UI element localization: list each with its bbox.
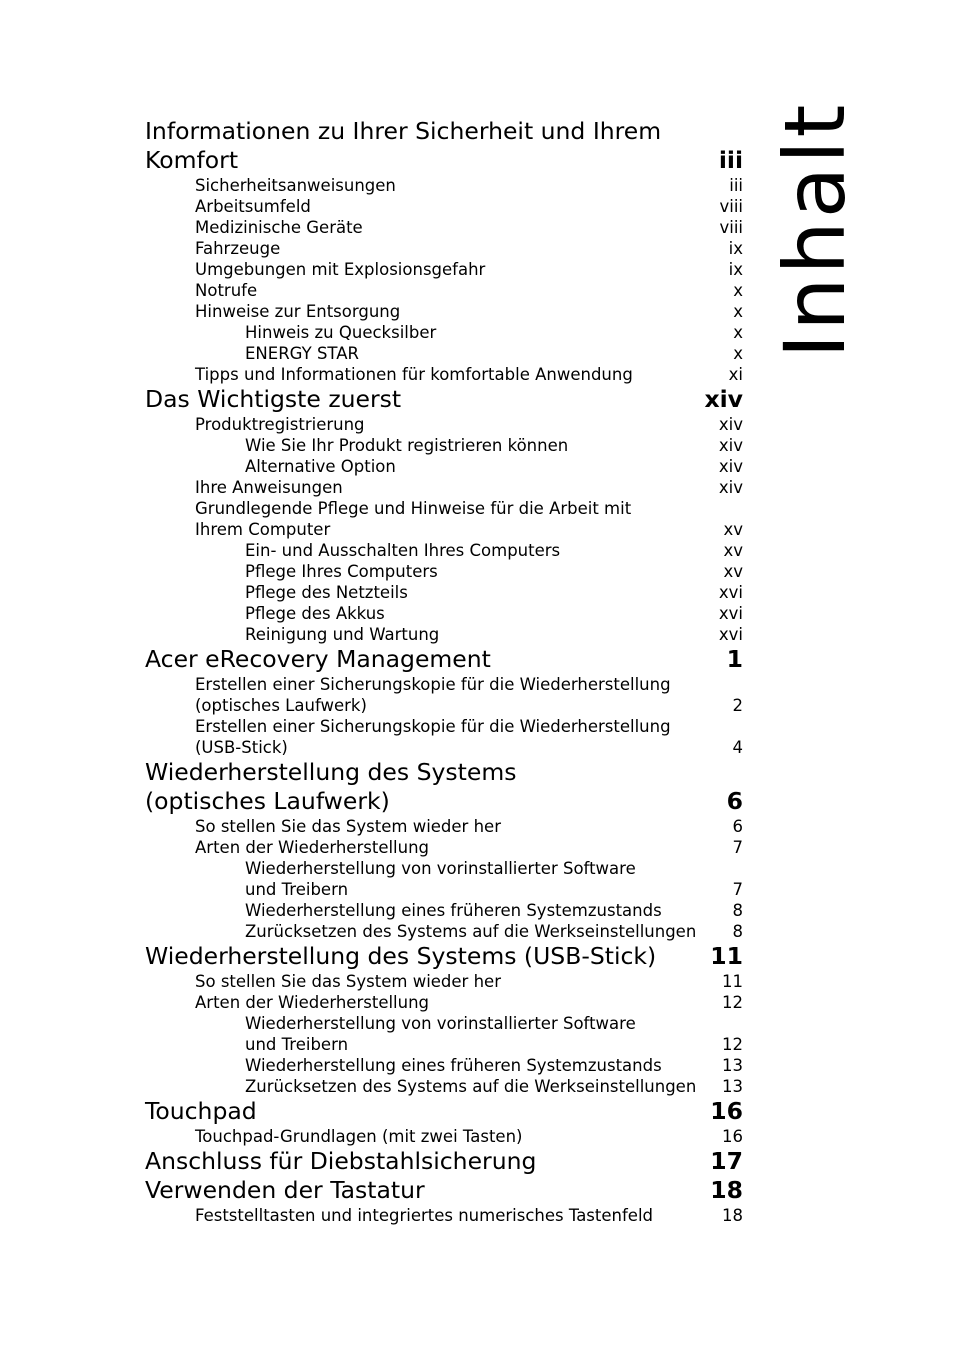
toc-entry-title: und Treibern [245,880,349,899]
toc-entry-level-3[interactable] [145,582,743,603]
toc-entry-page-number: 7 [732,838,743,857]
toc-entry-title: Notrufe [195,281,258,300]
toc-entry-level-2[interactable] [145,196,743,217]
toc-entry-level-2[interactable] [145,737,743,758]
toc-entry-level-2[interactable] [145,477,743,498]
toc-entry-level-2[interactable] [145,971,743,992]
toc-entry-title: Hinweise zur Entsorgung [195,302,401,321]
toc-entry-level-2[interactable] [145,519,743,540]
toc-entry-title: Pflege Ihres Computers [245,562,438,581]
toc-entry-title: So stellen Sie das System wieder her [195,817,501,836]
toc-entry-level-1[interactable] [145,117,743,146]
toc-entry-title: Komfort [145,146,239,174]
toc-entry-level-2[interactable] [145,301,743,322]
toc-entry-title: Touchpad-Grundlagen (mit zwei Tasten) [195,1127,523,1146]
toc-entry-page-number: xiv [704,385,743,413]
toc-entry-level-3[interactable] [145,921,743,942]
toc-entry-level-2[interactable] [145,280,743,301]
toc-entry-title: Grundlegende Pflege und Hinweise für die Arbeit mit [195,499,632,518]
toc-entry-page-number: x [733,302,743,321]
toc-entry-title: Medizinische Geräte [195,218,363,237]
toc-entry-title: So stellen Sie das System wieder her [195,972,501,991]
toc-entry-page-number: 6 [732,817,743,836]
toc-entry-page-number: x [733,281,743,300]
toc-entry-page-number: 16 [722,1127,743,1146]
toc-entry-page-number: 13 [722,1077,743,1096]
toc-entry-page-number: 11 [722,972,743,991]
toc-entry-level-1[interactable] [145,942,743,971]
toc-entry-page-number: xvi [718,604,743,623]
toc-entry-level-1[interactable] [145,758,743,787]
toc-entry-page-number: xv [723,562,743,581]
toc-entry-title: Touchpad [145,1097,257,1125]
toc-entry-title: Fahrzeuge [195,239,281,258]
toc-entry-level-3[interactable] [145,343,743,364]
toc-entry-page-number: iii [718,146,743,174]
toc-entry-title: Arbeitsumfeld [195,197,311,216]
toc-entry-page-number: xiv [718,415,743,434]
toc-entry-title: Wiederherstellung von vorinstallierter Software [245,859,636,878]
toc-entry-page-number: 8 [732,922,743,941]
toc-entry-page-number: xvi [718,583,743,602]
toc-entry-level-3[interactable] [145,435,743,456]
toc-entry-page-number: 7 [732,880,743,899]
toc-entry-level-3[interactable] [145,561,743,582]
toc-entry-level-3[interactable] [145,1034,743,1055]
toc-entry-level-3[interactable] [145,1013,743,1034]
toc-entry-title: Arten der Wiederherstellung [195,838,430,857]
toc-entry-title: Wiederherstellung eines früheren Systemzustands [245,901,662,920]
toc-entry-level-2[interactable] [145,816,743,837]
table-of-contents [145,117,743,1226]
toc-entry-title: Erstellen einer Sicherungskopie für die Wiederherstellung [195,717,671,736]
toc-entry-page-number: 2 [732,696,743,715]
toc-entry-title: Reinigung und Wartung [245,625,440,644]
toc-entry-title: Ein- und Ausschalten Ihres Computers [245,541,561,560]
toc-entry-page-number: xv [723,520,743,539]
toc-entry-level-1[interactable] [145,645,743,674]
toc-entry-title: Arten der Wiederherstellung [195,993,430,1012]
toc-entry-level-2[interactable] [145,217,743,238]
toc-entry-title: Das Wichtigste zuerst [145,385,402,413]
toc-entry-level-3[interactable] [145,1055,743,1076]
toc-entry-title: Acer eRecovery Management [145,645,491,673]
toc-entry-level-3[interactable] [145,540,743,561]
toc-entry-page-number: xi [728,365,743,384]
toc-entry-level-2[interactable] [145,1205,743,1226]
toc-entry-title: Wiederherstellung eines früheren Systemzustands [245,1056,662,1075]
toc-entry-level-3[interactable] [145,624,743,645]
toc-entry-level-1[interactable] [145,1097,743,1126]
toc-entry-page-number: 8 [732,901,743,920]
toc-entry-title: Zurücksetzen des Systems auf die Werkseinstellungen [245,1077,697,1096]
toc-entry-page-number: ix [728,239,743,258]
toc-entry-page-number: viii [719,218,743,237]
toc-entry-level-3[interactable] [145,456,743,477]
toc-entry-title: Anschluss für Diebstahlsicherung [145,1147,537,1175]
toc-entry-level-3[interactable] [145,603,743,624]
toc-entry-level-2[interactable] [145,238,743,259]
chapter-title [765,101,865,359]
toc-entry-page-number: 18 [710,1176,743,1204]
toc-entry-level-3[interactable] [145,858,743,879]
toc-entry-page-number: xiv [718,457,743,476]
toc-entry-title: Verwenden der Tastatur [145,1176,425,1204]
toc-entry-page-number: viii [719,197,743,216]
toc-entry-title: Tipps und Informationen für komfortable Anwendung [195,365,633,384]
toc-entry-level-2[interactable] [145,674,743,695]
toc-entry-title: ENERGY STAR [245,344,359,363]
toc-entry-title: Produktregistrierung [195,415,365,434]
toc-entry-page-number: 6 [726,787,743,815]
toc-entry-level-2[interactable] [145,498,743,519]
toc-entry-level-2[interactable] [145,1126,743,1147]
toc-entry-title: Ihrem Computer [195,520,331,539]
toc-entry-title: Hinweis zu Quecksilber [245,323,437,342]
toc-entry-page-number: 17 [710,1147,743,1175]
toc-entry-title: Wiederherstellung von vorinstallierter Software [245,1014,636,1033]
toc-entry-title: Wiederherstellung des Systems [145,758,517,786]
toc-entry-level-3[interactable] [145,1076,743,1097]
toc-entry-title: (optisches Laufwerk) [145,787,390,815]
toc-entry-level-2[interactable] [145,837,743,858]
toc-entry-title: Wie Sie Ihr Produkt registrieren können [245,436,569,455]
toc-entry-title: Pflege des Netzteils [245,583,408,602]
toc-entry-level-3[interactable] [145,879,743,900]
toc-entry-level-2[interactable] [145,716,743,737]
toc-entry-level-1[interactable] [145,1176,743,1205]
toc-entry-level-2[interactable] [145,175,743,196]
toc-entry-page-number: xiv [718,436,743,455]
chapter-title-text: Inhalt [766,101,864,359]
toc-entry-title: Feststelltasten und integriertes numerisches Tastenfeld [195,1206,654,1225]
toc-entry-level-1[interactable] [145,1147,743,1176]
toc-entry-title: Alternative Option [245,457,396,476]
toc-entry-page-number: 18 [722,1206,743,1225]
toc-entry-title: und Treibern [245,1035,349,1054]
toc-entry-page-number: xiv [718,478,743,497]
toc-entry-title: Informationen zu Ihrer Sicherheit und Ihrem [145,117,662,145]
toc-entry-page-number: 11 [710,942,743,970]
toc-entry-page-number: 4 [732,738,743,757]
toc-entry-title: Sicherheitsanweisungen [195,176,396,195]
toc-entry-level-1[interactable] [145,385,743,414]
toc-entry-level-2[interactable] [145,259,743,280]
toc-entry-level-1[interactable] [145,787,743,816]
toc-entry-title: Zurücksetzen des Systems auf die Werkseinstellungen [245,922,697,941]
toc-entry-page-number: iii [729,176,743,195]
toc-entry-level-3[interactable] [145,322,743,343]
toc-entry-title: Wiederherstellung des Systems (USB-Stick) [145,942,657,970]
toc-entry-page-number: xv [723,541,743,560]
toc-entry-page-number: xvi [718,625,743,644]
toc-entry-level-2[interactable] [145,992,743,1013]
toc-entry-page-number: 13 [722,1056,743,1075]
toc-entry-page-number: 1 [726,645,743,673]
toc-entry-page-number: x [733,344,743,363]
toc-entry-level-3[interactable] [145,900,743,921]
toc-entry-page-number: x [733,323,743,342]
toc-entry-page-number: ix [728,260,743,279]
toc-entry-level-2[interactable] [145,695,743,716]
toc-entry-level-2[interactable] [145,364,743,385]
toc-entry-page-number: 12 [722,993,743,1012]
toc-entry-level-1[interactable] [145,146,743,175]
toc-entry-title: Ihre Anweisungen [195,478,343,497]
toc-entry-page-number: 12 [722,1035,743,1054]
toc-entry-title: Umgebungen mit Explosionsgefahr [195,260,486,279]
toc-entry-level-2[interactable] [145,414,743,435]
toc-entry-title: (optisches Laufwerk) [195,696,367,715]
toc-entry-title: Pflege des Akkus [245,604,385,623]
toc-entry-title: (USB-Stick) [195,738,288,757]
toc-entry-page-number: 16 [710,1097,743,1125]
toc-entry-title: Erstellen einer Sicherungskopie für die Wiederherstellung [195,675,671,694]
